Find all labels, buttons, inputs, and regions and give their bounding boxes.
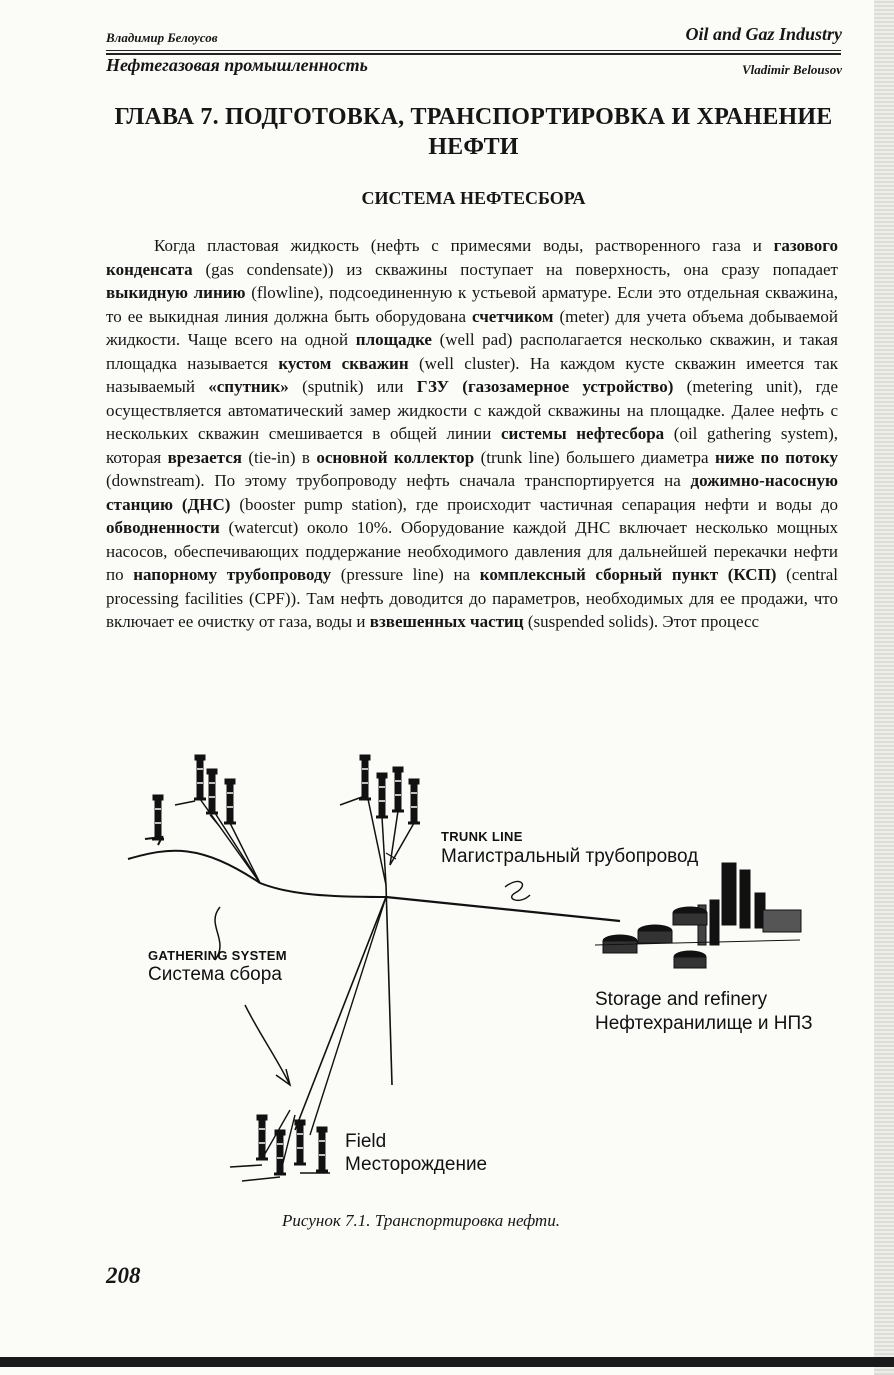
text-run: (well pad) располагается несколько скважин, и такая площадка называется <box>106 330 838 373</box>
text-run: (flowline), подсоединенную к устьевой арматуре. Если это отдельная скважина, то ее выкидная линия должна быть оборудована <box>106 283 838 326</box>
well-cluster-left <box>145 755 260 883</box>
text-run: (oil gathering system), которая <box>106 424 838 467</box>
text-run: (well cluster). На каждом кусте скважин имеется так называемый <box>106 353 838 396</box>
header-author-ru: Владимир Белоусов <box>106 30 218 45</box>
header-title-en: Oil and Gaz Industry <box>685 24 842 44</box>
pipelines <box>128 851 620 1135</box>
text-run: (booster pump station), где происходит частичная сепарация нефти и воды до <box>230 494 838 514</box>
bold-term: врезается <box>167 447 242 467</box>
label-field-ru: Месторождение <box>345 1154 488 1175</box>
chapter-title: ГЛАВА 7. ПОДГОТОВКА, ТРАНСПОРТИРОВКА И ХРАНЕНИЕ НЕФТИ <box>114 104 833 160</box>
bold-term: напорному трубопроводу <box>133 565 332 584</box>
text-run: (suspended solids). Этот процесс <box>523 612 760 631</box>
bold-term: основной коллектор <box>316 447 475 467</box>
text-run: (downstream). По этому трубопроводу нефть сначала транспортируется на <box>106 471 691 490</box>
header-title-ru: Нефтегазовая промышленность <box>106 55 368 75</box>
bold-term: дожимно-насосную станцию (ДНС) <box>106 471 838 514</box>
text-run: (gas condensate)) из скважины поступает на поверхность, она сразу попадает <box>192 259 838 279</box>
text-run: (central processing facilities (CPF)). Там нефть доводится до параметров, необходимых для ее продажи, что включает ее очистку от газа, воды и <box>106 565 838 631</box>
text-run: (metering unit), где осуществляется автоматический замер жидкости с каждой скважины на площадке. Далее нефть с нескольких скважин смешивается в общей линии <box>106 377 838 443</box>
label-storage-en: Storage and refinery <box>595 989 768 1010</box>
bold-term: ниже по потоку <box>714 447 838 467</box>
bold-term: системы нефтесбора <box>500 424 665 443</box>
header-rule-thin <box>106 50 841 51</box>
text-run: (watercut) около 10%. Оборудование каждой ДНС включает несколько мощных насосов, обеспечивающих поддержание необходимого давления для дальнейшей перекачки нефти по <box>106 518 838 584</box>
text-run: (tie-in) в <box>241 447 317 467</box>
text-run: (trunk line) большего диаметра <box>474 447 715 467</box>
scan-bottom-bar <box>0 1357 894 1367</box>
bold-term: обводненности <box>106 518 220 537</box>
bold-term: «спутник» <box>208 377 289 396</box>
figure-caption: Рисунок 7.1. Транспортировка нефти. <box>282 1211 560 1230</box>
storage-refinery <box>595 863 801 968</box>
text-run: (pressure line) на <box>331 565 480 584</box>
page-edge-shadow <box>874 0 894 1375</box>
bold-term: газового конденсата <box>106 236 838 279</box>
bold-term: счетчиком <box>472 306 554 326</box>
page-number: 208 <box>106 1263 141 1288</box>
well-cluster-center <box>340 755 420 885</box>
body-paragraph <box>106 234 838 634</box>
bold-term: комплексный сборный пункт (КСП) <box>479 565 777 584</box>
bold-term: ГЗУ (газозамерное устройство) <box>416 377 674 396</box>
bold-term: взвешенных частиц <box>369 612 524 631</box>
text-run: Когда пластовая жидкость (нефть с примесями воды, растворенного газа и <box>154 236 774 255</box>
label-storage-ru: Нефтехранилище и НПЗ <box>595 1013 813 1034</box>
label-gathering-ru: Система сбора <box>148 964 282 985</box>
label-trunk-line-en: TRUNK LINE <box>441 829 523 844</box>
text-run: (meter) для учета объема добываемой жидкости. Чаще всего на одной <box>106 306 839 349</box>
header-author-en: Vladimir Belousov <box>741 62 842 77</box>
text-run: (sputnik) или <box>288 377 417 396</box>
bold-term: выкидную линию <box>106 283 246 302</box>
label-field-en: Field <box>345 1131 387 1152</box>
label-trunk-line-ru: Магистральный трубопровод <box>441 846 699 867</box>
section-title: СИСТЕМА НЕФТЕСБОРА <box>361 188 586 208</box>
bold-term: площадке <box>355 330 432 349</box>
label-gathering-en: GATHERING SYSTEM <box>148 948 287 963</box>
bold-term: кустом скважин <box>278 353 409 373</box>
